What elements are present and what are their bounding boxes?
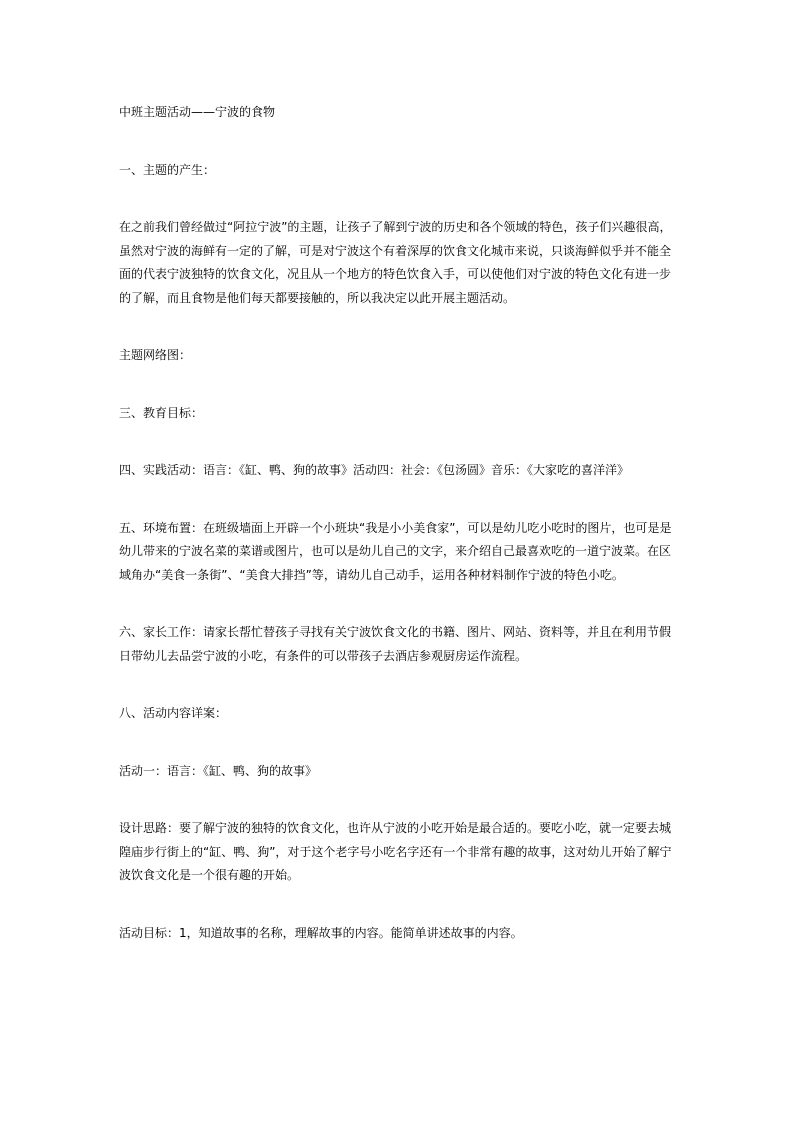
- document-body: [119, 101, 679, 945]
- section-heading-network: 主题网络图：: [119, 348, 192, 362]
- paragraph-design: 设计思路：要了解宁波的独特的饮食文化，也许从宁波的小吃开始是最合适的。要吃小吃，就一定要去城隍庙步行街上的“缸、鸭、狗”，对于这个老字号小吃名字还有一个非常有趣的故事，这对幼儿开始了解宁波饮食文化是一个很有趣的开始。: [119, 821, 672, 882]
- paragraph-origin: 在之前我们曾经做过“阿拉宁波”的主题，让孩子了解到宁波的历史和各个领域的特色，孩子们兴趣很高，虽然对宁波的海鲜有一定的了解，可是对宁波这个有着深厚的饮食文化城市来说，只谈海鲜似乎并不能全面的代表宁波独特的饮食文化，况且从一个地方的特色饮食入手，可以使他们对宁波的特色文化有进一步的了解，而且食物是他们每天都要接触的，所以我决定以此开展主题活动。: [119, 220, 672, 305]
- paragraph-environment: 五、环境布置：在班级墙面上开辟一个小班块“我是小小美食家”，可以是幼儿吃小吃时的图片，也可是是幼儿带来的宁波名菜的菜谱或图片，也可以是幼儿自己的文字，来介绍自己最喜欢吃的一道宁波菜。在区域角办“美食一条街”、“美食大排挡”等，请幼儿自己动手，运用各种材料制作宁波的特色小吃。: [119, 520, 672, 582]
- section-heading-details: 八、活动内容详案：: [119, 706, 228, 720]
- section-heading-origin: 一、主题的产生：: [119, 162, 216, 177]
- section-heading-goals: 三、教育目标：: [119, 405, 204, 420]
- paragraph-parents: 六、家长工作：请家长帮忙替孩子寻找有关宁波饮食文化的书籍、图片、网站、资料等，并且在利用节假日带幼儿去品尝宁波的小吃，有条件的可以带孩子去酒店参观厨房运作流程。: [119, 625, 672, 663]
- paragraph-goals: 活动目标：1，知道故事的名称，理解故事的内容。能简单讲述故事的内容。: [119, 925, 523, 940]
- document-title: 中班主题活动——宁波的食物: [119, 105, 276, 119]
- activity-one-heading: 活动一：语言：《缸、鸭、狗的故事》: [119, 763, 318, 778]
- paragraph-practice: 四、实践活动：语言：《缸、鸭、狗的故事》活动四：社会：《包汤圆》音乐：《大家吃的喜洋洋》: [119, 463, 630, 477]
